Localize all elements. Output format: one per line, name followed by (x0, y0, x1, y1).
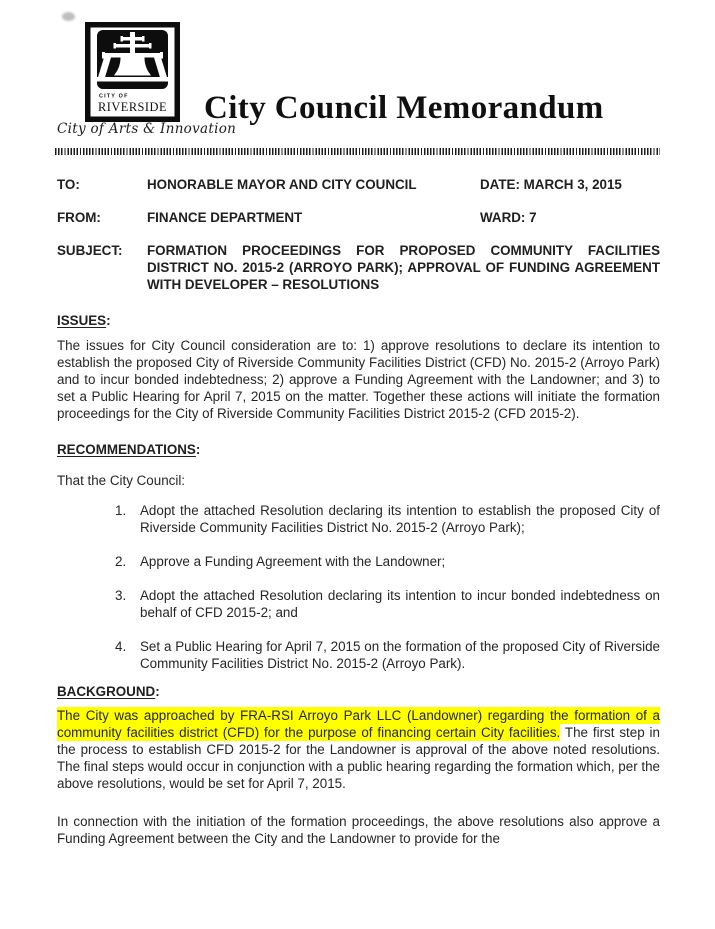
highlighted-text: The City was approached by FRA-RSI Arroyo Park LLC (Landowner) regarding the formation of a community facilities district (CFD) for the purpose of financing certain City facilities. (57, 708, 660, 740)
item-text: Approve a Funding Agreement with the Landowner; (140, 554, 446, 569)
section-background (57, 683, 660, 847)
letterhead (0, 0, 715, 156)
header-divider (55, 148, 660, 155)
scan-artifact (62, 12, 75, 21)
recommendations-heading-text: RECOMMENDATIONS (57, 442, 196, 457)
subject-label: SUBJECT: (57, 243, 123, 258)
memo-body (0, 176, 715, 847)
memo-title: City Council Memorandum (204, 90, 604, 126)
meta-row-to (57, 176, 660, 193)
date-value: DATE: MARCH 3, 2015 (480, 177, 622, 192)
meta-row-from (57, 209, 660, 226)
seal-city-of-text: CITY OF (99, 93, 129, 100)
background-paragraph-1 (57, 707, 660, 792)
memo-meta (57, 176, 660, 293)
recommendation-item (57, 553, 660, 570)
item-text: Adopt the attached Resolution declaring its intention to establish the proposed City of Riverside Community Facilities District No. 2015-2 (Arroyo Park); (140, 503, 660, 535)
recommendation-item (57, 587, 660, 621)
from-label: FROM: (57, 210, 101, 225)
item-number: 4. (115, 639, 127, 654)
to-label: TO: (57, 177, 80, 192)
recommendation-item (57, 502, 660, 536)
item-number: 1. (115, 503, 127, 518)
section-recommendations (57, 441, 660, 672)
ward-value: WARD: 7 (480, 210, 537, 225)
issues-paragraph: The issues for City Council consideration are to: 1) approve resolutions to declare its intention to establish the proposed City of Riverside Community Facilities District (CFD) No. 2015-2 (Arroyo Park) and to incur bonded indebtedness; 2) approve a Funding Agreement with the Landowner; and 3) to set a Public Hearing for April 7, 2015 on the matter. Together these actions will initiate the formation proceedings for the City of Riverside Community Facilities District 2015-2 (CFD 2015-2). (57, 338, 660, 421)
subject-value: FORMATION PROCEEDINGS FOR PROPOSED COMMUNITY FACILITIES DISTRICT NO. 2015-2 (ARROYO PARK); APPROVAL OF FUNDING AGREEMENT WITH DEVELOPER – RESOLUTIONS (147, 243, 660, 292)
recommendations-heading-colon: : (195, 442, 201, 457)
item-number: 3. (115, 588, 127, 603)
background-paragraph-2: In connection with the initiation of the formation proceedings, the above resolutions also approve a Funding Agreement between the City and the Landowner to provide for the (57, 814, 660, 846)
issues-heading (57, 312, 660, 329)
background-heading-text: BACKGROUND (57, 684, 156, 699)
item-text: Set a Public Hearing for April 7, 2015 on the formation of the proposed City of Riverside Community Facilities District No. 2015-2 (Arroyo Park). (140, 639, 660, 671)
item-text: Adopt the attached Resolution declaring its intention to incur bonded indebtedness on behalf of CFD 2015-2; and (140, 588, 660, 620)
background-heading-colon: : (155, 684, 160, 699)
to-value: HONORABLE MAYOR AND CITY COUNCIL (147, 177, 417, 192)
paragraph-continuation: The first step in the process to establish CFD 2015-2 for the Landowner is approval of the above noted resolutions. The final steps would occur in conjunction with a public hearing regarding the formation which, per the above resolutions, would be set for April 7, 2015. (57, 725, 660, 791)
issues-heading-text: ISSUES (57, 313, 107, 328)
seal-riverside-text: RIVERSIDE (98, 99, 167, 114)
from-value: FINANCE DEPARTMENT (147, 210, 303, 225)
recommendation-item (57, 638, 660, 672)
recommendations-intro: That the City Council: (57, 473, 186, 488)
section-issues (57, 312, 660, 422)
item-number: 2. (115, 554, 127, 569)
recommendations-heading (57, 441, 660, 458)
meta-row-subject (57, 242, 660, 293)
riverside-raincross-seal-icon (85, 22, 180, 122)
issues-heading-colon: : (106, 313, 111, 328)
letterhead-tagline: City of Arts & Innovation (57, 121, 237, 137)
background-heading (57, 683, 660, 700)
